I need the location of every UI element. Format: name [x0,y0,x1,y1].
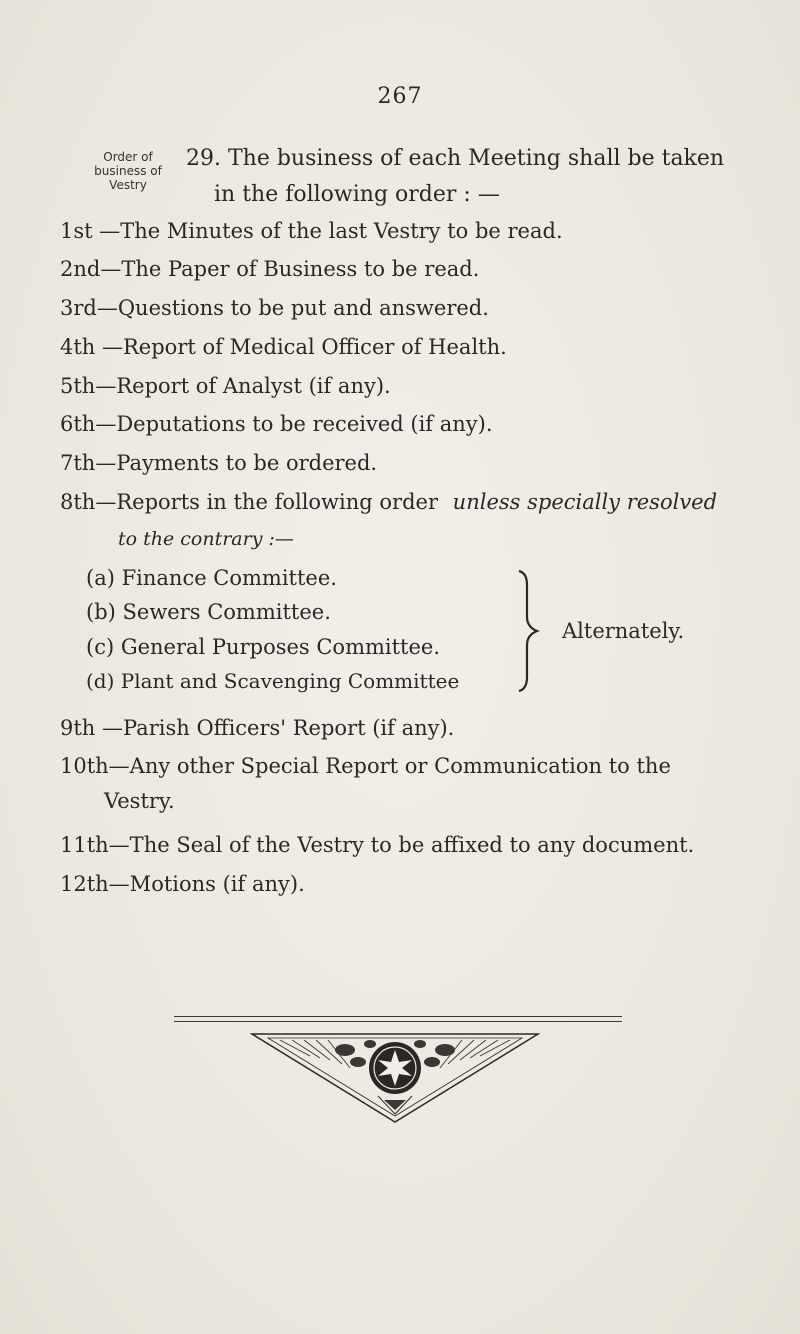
item8-text: 8th—Reports in the following order [60,490,438,514]
margin-note [80,150,176,192]
list-item: 9th —Parish Officers' Report (if any). [60,716,455,740]
sub-item: (b) Sewers Committee. [86,600,331,624]
list-item: 12th—Motions (if any). [60,872,305,896]
sub-item: (c) General Purposes Committee. [86,635,441,659]
sub-item: (d) Plant and Scavenging Committee [86,669,460,693]
list-item: 1st —The Minutes of the last Vestry to be read. [60,219,563,243]
alternately-label: Alternately. [562,619,685,643]
list-item: 2nd—The Paper of Business to be read. [60,257,480,281]
divider-rule [174,1016,622,1017]
item8-italic: unless specially resolved [452,490,718,514]
sub-item: (a) Finance Committee. [86,566,337,590]
page-number: 267 [377,84,423,109]
list-item: 7th—Payments to be ordered. [60,451,378,475]
item8-continuation: to the contrary :— [118,528,294,550]
brace-icon [515,567,545,695]
margin-note-line: Order of [103,150,153,164]
list-item: 10th—Any other Special Report or Communication to the [60,754,671,778]
list-item: 3rd—Questions to be put and answered. [60,296,489,320]
star-ornament-icon [250,1030,540,1125]
list-item-continuation: Vestry. [104,789,175,813]
intro-line-2: in the following order : — [214,182,500,207]
margin-note-line: Vestry [109,178,147,192]
margin-note-line: business of [94,164,162,178]
list-item: 5th—Report of Analyst (if any). [60,374,391,398]
list-item: 11th—The Seal of the Vestry to be affixed to any document. [60,833,695,857]
list-item: 6th—Deputations to be received (if any). [60,412,493,436]
intro-line-1: 29. The business of each Meeting shall be taken [186,146,725,171]
list-item-8 [60,490,717,514]
list-item: 4th —Report of Medical Officer of Health. [60,335,507,359]
divider-rule [174,1021,622,1022]
